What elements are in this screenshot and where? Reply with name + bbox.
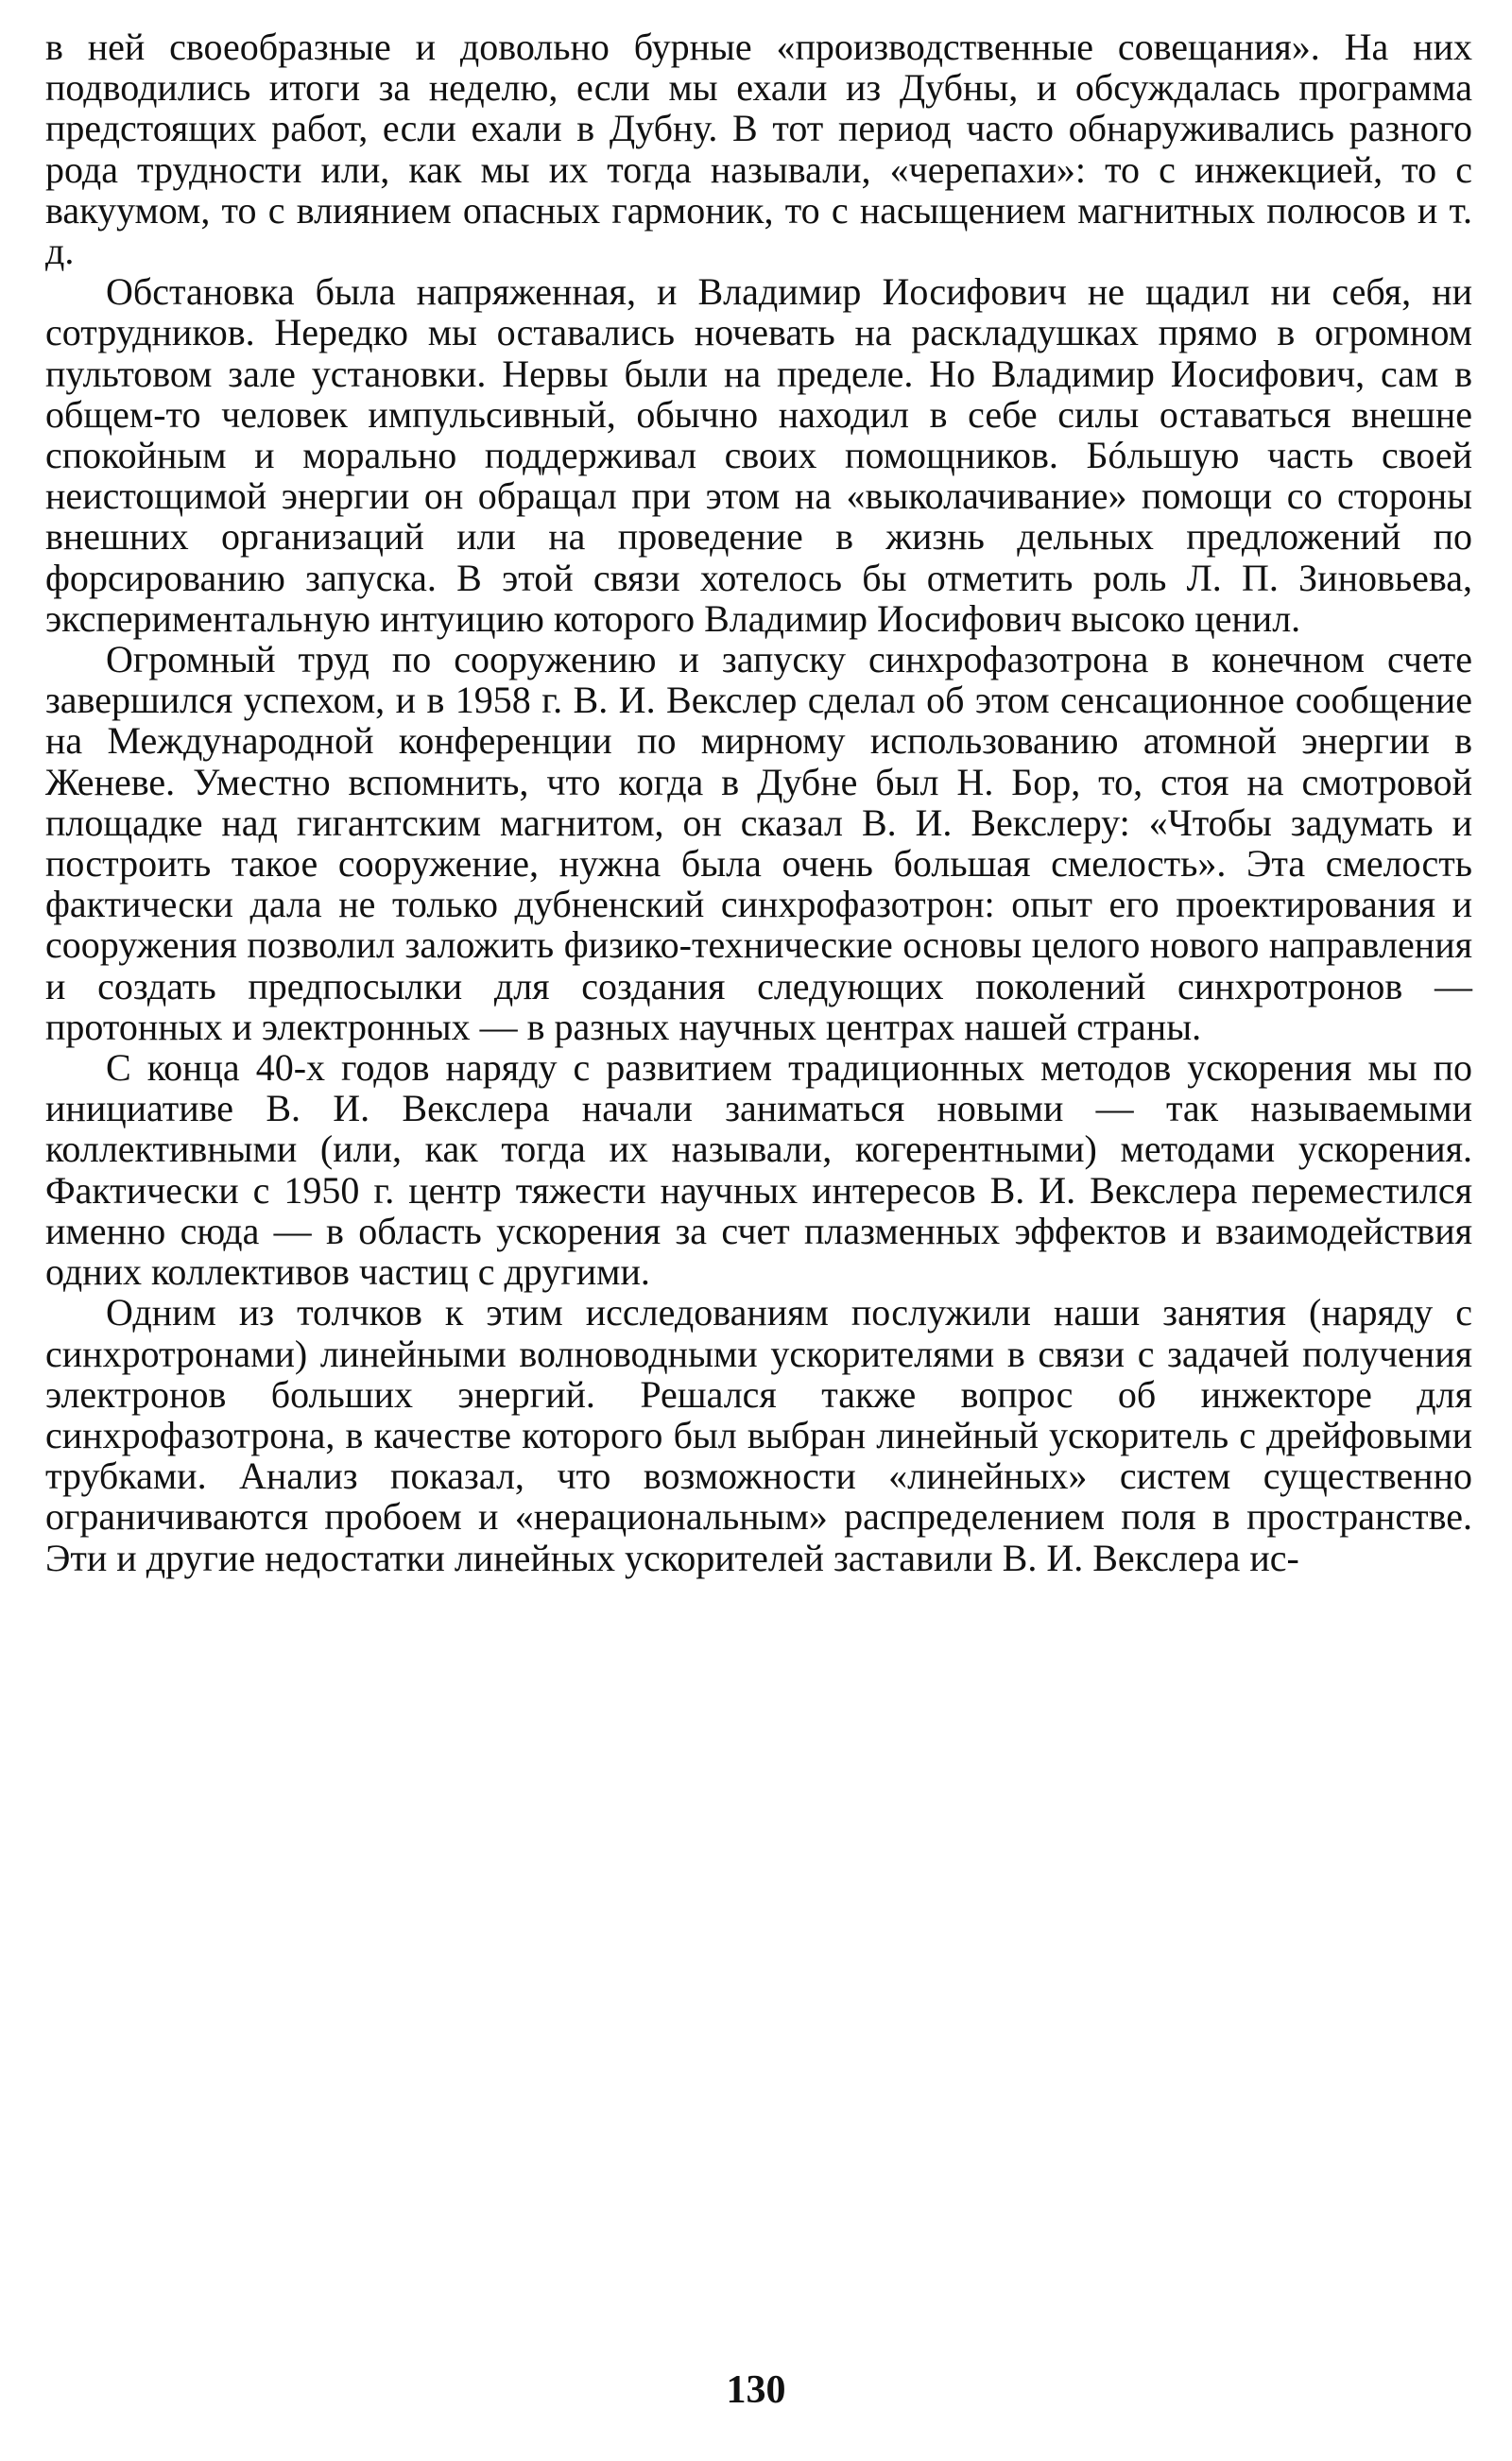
page-number: 130 [726, 2368, 786, 2412]
paragraph: Одним из толчков к этим исследованиям послужили наши занятия (наряду с синхротронами) линейными волноводными ускорителями в связи с задачей получения электронов больших энергий. Решался также вопрос об инжекторе для синхрофазотрона, в качестве которого был выбран линейный ускоритель с дрейфовыми трубками. Анализ показал, что возможности «линейных» систем существенно ограничиваются пробоем и «нерациональным» распределением поля в пространстве. Эти и другие недостатки линейных ускорителей заставили В. И. Векслера ис- [45, 1291, 1472, 1579]
paragraph: Огромный труд по сооружению и запуску синхрофазотрона в конечном счете завершился успехом, и в 1958 г. В. И. Векслер сделал об этом сенсационное сообщение на Международной конференции по мирному использованию атомной энергии в Женеве. Уместно вспомнить, что когда в Дубне был Н. Бор, то, стоя на смотровой площадке над гигантским магнитом, он сказал В. И. Векслеру: «Чтобы задумать и построить такое сооружение, нужна была очень большая смелость». Эта смелость фактически дала не только дубненский синхрофазотрон: опыт его проектирования и сооружения позволил заложить физико-технические основы целого нового направления и создать предпосылки для создания следующих поколений синхротронов — протонных и электронных — в разных научных центрах нашей страны. [45, 638, 1472, 1048]
paragraph: С конца 40-х годов наряду с развитием традиционных методов ускорения мы по инициативе В. И. Векслера начали заниматься новыми — так называемыми коллективными (или, как тогда их называли, когерентными) методами ускорения. Фактически с 1950 г. центр тяжести научных интересов В. И. Векслера переместился именно сюда — в область ускорения за счет плазменных эффектов и взаимодействия одних коллективов частиц с другими. [45, 1046, 1472, 1294]
paragraph: Обстановка была напряженная, и Владимир Иосифович не щадил ни себя, ни сотрудников. Нередко мы оставались ночевать на раскладушках прямо в огромном пультовом зале установки. Нервы были на пределе. Но Владимир Иосифович, сам в общем-то человек импульсивный, обычно находил в себе силы оставаться внешне спокойным и морально поддерживал своих помощников. Бóльшую часть своей неистощимой энергии он обращал при этом на «выколачивание» помощи со стороны внешних организаций или на проведение в жизнь дельных предложений по форсированию запуска. В этой связи хотелось бы отметить роль Л. П. Зиновьева, экспериментальную интуицию которого Владимир Иосифович высоко ценил. [45, 270, 1472, 640]
paragraph-continuation: в ней своеобразные и довольно бурные «производственные совещания». На них подводились итоги за неделю, если мы ехали из Дубны, и обсуждалась программа предстоящих работ, если ехали в Дубну. В тот период часто обнаруживались разного рода трудности или, как мы их тогда называли, «черепахи»: то с инжекцией, то с вакуумом, то с влиянием опасных гармоник, то с насыщением магнитных полюсов и т. д. [45, 26, 1472, 273]
book-page [45, 26, 1472, 2427]
